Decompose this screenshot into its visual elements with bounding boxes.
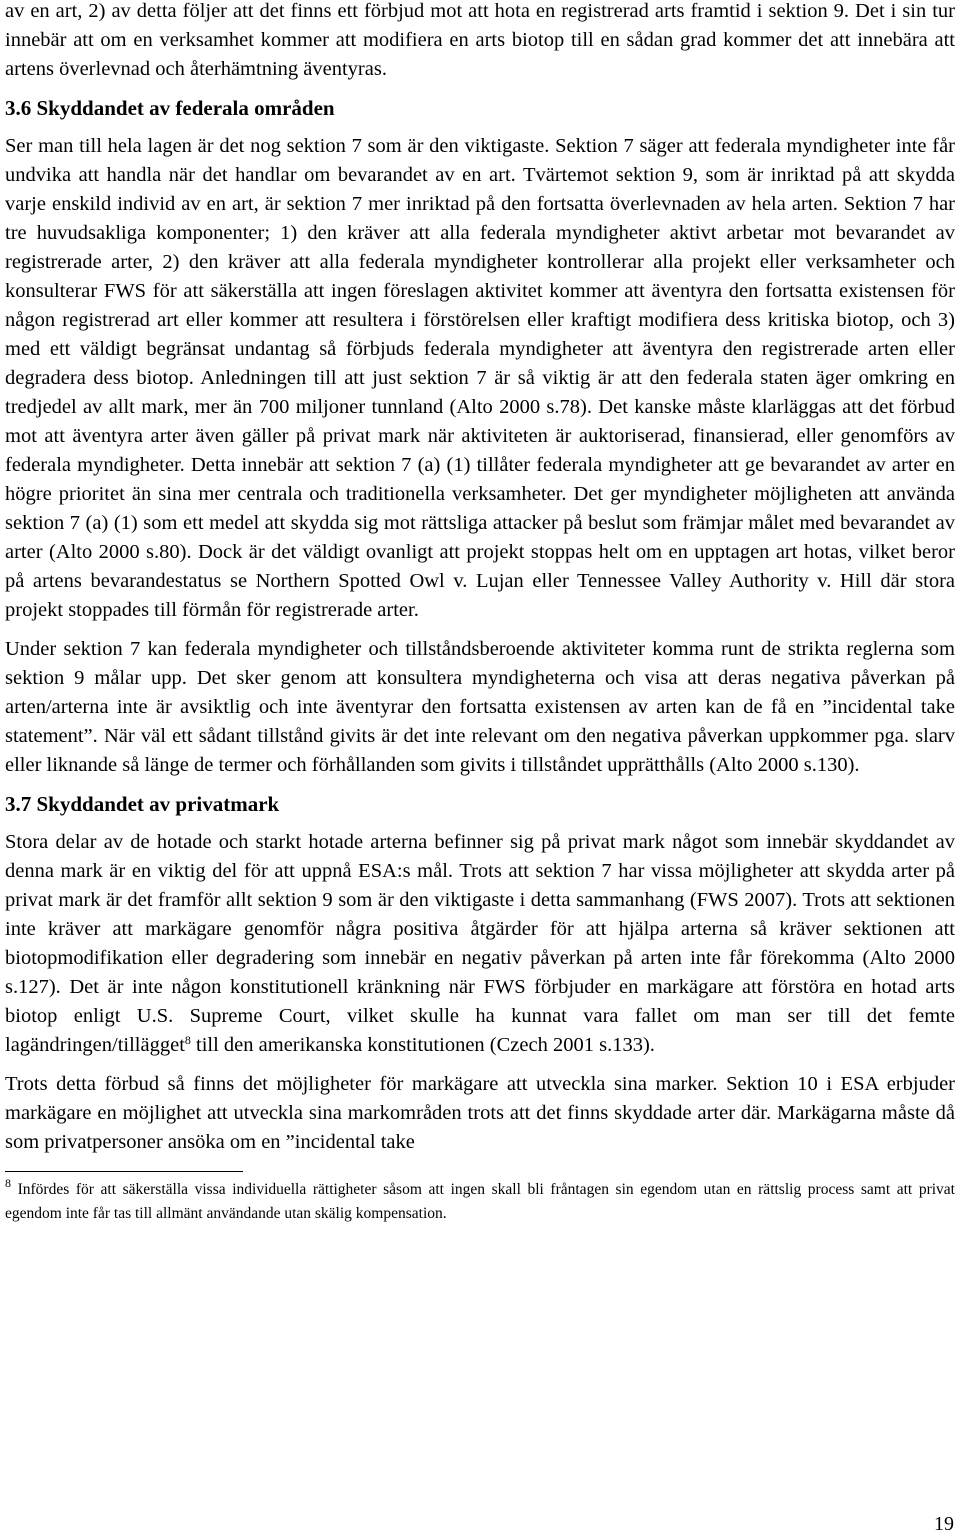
paragraph-3-7-second: Trots detta förbud så finns det möjligheter för markägare att utveckla sina marker. Sektion 10 i ESA erbjuder markägare en möjlighet att utveckla sina markområden trots att det finns skyddade arter där. Markägarna måste då som privatpersoner ansöka om en ”incidental take bbox=[5, 1073, 955, 1153]
page-number: 19 bbox=[934, 1513, 954, 1535]
footnote-8 bbox=[5, 1178, 955, 1226]
footnote-text: Infördes för att säkerställa vissa individuella rättigheter såsom att ingen skall bli fråntagen sin egendom utan en rättslig process samt att privat egendom inte får tas till allmänt användande utan skälig kompensation. bbox=[5, 1181, 955, 1222]
paragraph-3-6-main: Ser man till hela lagen är det nog sektion 7 som är den viktigaste. Sektion 7 säger att federala myndigheter inte får undvika att handla när det handlar om bevarandet av en art. Tvärtemot sektion 9, som är inriktad på att skydda varje enskild individ av en art, är sektion 7 mer inriktad på den fortsatta överlevnaden av hela arten. Sektion 7 har tre huvudsakliga komponenter; 1) den kräver att alla federala myndigheter aktivt arbetar mot bevarandet av registrerade arter, 2) den kräver att alla federala myndigheter kontrollerar alla projekt eller verksamheter och konsulterar FWS för att säkerställa att ingen föreslagen aktivitet kommer att äventyra den fortsatta existensen för någon registrerad art eller kommer att resultera i förstörelsen eller kraftigt modifiera dess kritiska biotop, och 3) med ett väldigt begränsat undantag så förbjuds federala myndigheter att äventyra den registrerade arten eller degradera dess biotop. Anledningen till att just sektion 7 är så viktig är att den federala staten äger omkring en tredjedel av allt mark, mer än 700 miljoner tunnland (Alto 2000 s.78). Det kanske måste klarläggas att det förbud mot att äventyra arter även gäller på privat mark när aktiviteten är auktoriserad, finansierad, eller genomförs av federala myndigheter. Detta innebär att sektion 7 (a) (1) tillåter federala myndigheter att ge bevarandet av arter en högre prioritet än sina mer centrala och traditionella verksamheter. Det ger myndigheter möjligheten att använda sektion 7 (a) (1) som ett medel att skydda sig mot rättsliga attacker på beslut som främjar målet med bevarandet av arter (Alto 2000 s.80). Dock är det väldigt ovanligt att projekt stoppas helt om en upptagen art hotas, vilket beror på artens bevarandestatus se Northern Spotted Owl v. Lujan eller Tennessee Valley Authority v. Hill där stora projekt stoppades till förmån för registrerade arter. bbox=[5, 135, 955, 621]
paragraph-3-7-main bbox=[5, 828, 955, 1060]
footnote-separator bbox=[5, 1171, 243, 1172]
paragraph-3-7-text-before-note: Stora delar av de hotade och starkt hotade arterna befinner sig på privat mark något som innebär skyddandet av denna mark är en viktig del för att uppnå ESA:s mål. Trots att sektion 7 har vissa möjligheter att skydda arter på privat mark är det framför allt sektion 9 som är den viktigaste i detta sammanhang (FWS 2007). Trots att sektionen inte kräver att markägare genomför några positiva åtgärder för att hjälpa arterna så kräver sektionen att biotopmodifikation eller degradering som innebär en negativ påverkan på arten inte får förekomma (Alto 2000 s.127). Det är inte någon konstitutionell kränkning när FWS förbjuder en markägare att förstöra en hotad arts biotop enligt U.S. Supreme Court, vilket skulle ha kunnat vara fallet om man ser till det femte lagändringen/tillägget bbox=[5, 831, 955, 1056]
footnote-number: 8 bbox=[5, 1176, 11, 1190]
paragraph-intro: av en art, 2) av detta följer att det finns ett förbjud mot att hota en registrerad arts framtid i sektion 9. Det i sin tur innebär att om en verksamhet kommer att modifiera en arts biotop till en sådan grad kommer det att innebära att artens överlevnad och återhämtning äventyras. bbox=[5, 0, 955, 80]
paragraph-3-7-text-after-note: till den amerikanska konstitutionen (Czech 2001 s.133). bbox=[190, 1034, 655, 1056]
footnote-reference-8[interactable]: 8 bbox=[184, 1033, 191, 1047]
document-page bbox=[5, 0, 955, 1226]
section-heading-3-7: 3.7 Skyddandet av privatmark bbox=[5, 792, 280, 816]
section-heading-3-6: 3.6 Skyddandet av federala områden bbox=[5, 96, 335, 120]
paragraph-3-6-second: Under sektion 7 kan federala myndigheter och tillståndsberoende aktiviteter komma runt de strikta reglerna som sektion 9 målar upp. Det sker genom att konsultera myndigheterna och visa att deras negativa påverkan på arten/arterna inte är avsiktlig och inte äventyrar den fortsatta existensen av arten kan de få en ”incidental take statement”. När väl ett sådant tillstånd givits är det inte relevant om den negativa påverkan uppkommer pga. slarv eller liknande så länge de termer och förhållanden som givits i tillståndet upprätthålls (Alto 2000 s.130). bbox=[5, 638, 955, 776]
